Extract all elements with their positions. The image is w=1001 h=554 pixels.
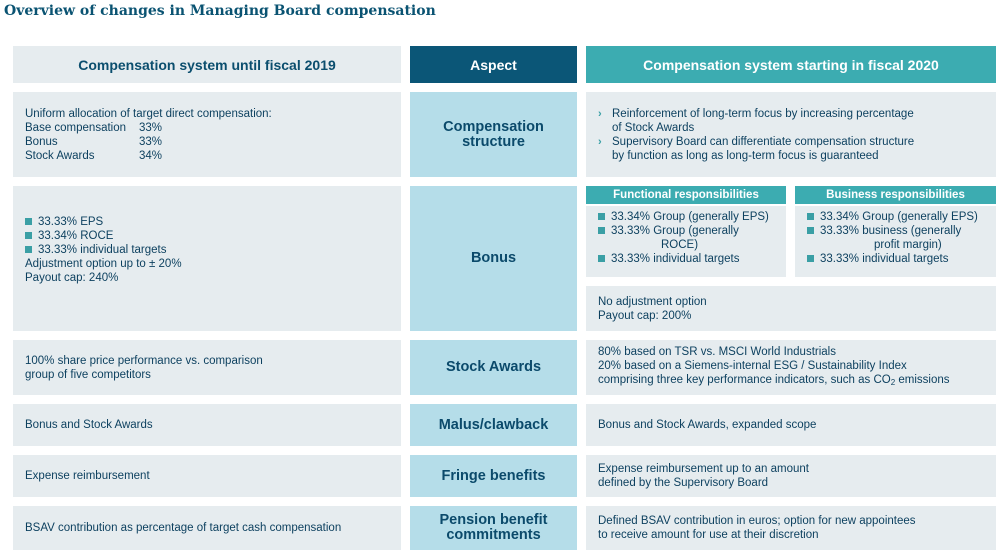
- bullet-text: 33.34% ROCE: [38, 229, 114, 242]
- stock-right-text: emissions: [895, 374, 950, 386]
- stock-right-line: 20% based on a Siemens-internal ESG / Sustainability Index: [598, 360, 907, 372]
- square-bullet-icon: [25, 218, 32, 225]
- aspect-bonus: [410, 186, 577, 331]
- square-bullet-icon: [598, 213, 605, 220]
- functional-bullet: [598, 252, 786, 266]
- structure-left-cell: [13, 92, 401, 177]
- pension-left-text: BSAV contribution as percentage of target cash compensation: [25, 522, 342, 534]
- header-right-label: Compensation system starting in fiscal 2020: [643, 56, 939, 73]
- business-cell: [795, 206, 996, 277]
- functional-header: [586, 186, 786, 204]
- bonus-bullet: [25, 215, 389, 229]
- structure-point: [598, 107, 984, 135]
- header-right: [586, 46, 996, 83]
- fringe-right-cell: [586, 455, 996, 497]
- structure-intro: Uniform allocation of target direct compensation:: [25, 107, 272, 120]
- business-header: [795, 186, 996, 204]
- chevron-right-icon: ›: [598, 107, 602, 120]
- aspect-label: Bonus: [470, 250, 517, 266]
- malus-right-text: Bonus and Stock Awards, expanded scope: [598, 419, 817, 431]
- bullet-text: 33.33% EPS: [38, 215, 104, 228]
- malus-right-cell: [586, 404, 996, 446]
- aspect-label-line: Pension benefit: [439, 512, 548, 528]
- bonus-left-cell: [13, 186, 401, 331]
- header-left: [13, 46, 401, 83]
- stock-left-cell: [13, 340, 401, 395]
- chevron-right-icon: ›: [598, 135, 602, 148]
- allocation-label: Stock Awards: [25, 149, 95, 162]
- structure-allocation-list: [25, 121, 389, 163]
- functional-bullet: [598, 224, 786, 252]
- aspect-compensation-structure: [410, 92, 577, 177]
- pension-right-cell: [586, 506, 996, 550]
- square-bullet-icon: [25, 246, 32, 253]
- functional-header-label: Functional responsibilities: [613, 189, 759, 201]
- pension-right-line: Defined BSAV contribution in euros; option for new appointees: [598, 515, 916, 527]
- bullet-text: 33.33% individual targets: [611, 253, 740, 265]
- bonus-adjustment: Adjustment option up to ± 20%: [25, 257, 182, 270]
- bonus-payout-cap: Payout cap: 240%: [25, 271, 119, 284]
- aspect-label: Malus/clawback: [438, 416, 549, 433]
- fringe-right-line: Expense reimbursement up to an amount: [598, 463, 809, 475]
- aspect-malus-clawback: [410, 404, 577, 446]
- subscript-text: 2: [890, 378, 896, 387]
- aspect-label-line: structure: [462, 133, 525, 150]
- business-bullet: [807, 252, 996, 266]
- bullet-text: 33.33% business (generally: [820, 225, 962, 237]
- header-left-label: Compensation system until fiscal 2019: [78, 56, 336, 73]
- structure-right-cell: [586, 92, 996, 177]
- stock-left-line: group of five competitors: [25, 368, 151, 381]
- allocation-value: 34%: [139, 149, 163, 162]
- bullet-text: 33.33% Group (generally: [611, 225, 739, 237]
- square-bullet-icon: [598, 255, 605, 262]
- aspect-label-line: Compensation: [443, 118, 544, 135]
- bullet-text: 33.33% individual targets: [38, 243, 167, 256]
- header-aspect: [410, 46, 577, 83]
- aspect-label-line: commitments: [446, 527, 541, 543]
- stock-right-line: 80% based on TSR vs. MSCI World Industrials: [598, 346, 836, 358]
- square-bullet-icon: [807, 213, 814, 220]
- business-header-label: Business responsibilities: [826, 189, 965, 201]
- page-title: Overview of changes in Managing Board compensation: [4, 3, 436, 19]
- bullet-text: profit margin): [874, 239, 942, 251]
- stock-left-line: 100% share price performance vs. comparison: [25, 354, 263, 367]
- point-line: by function as long as long-term focus is guaranteed: [612, 149, 879, 162]
- square-bullet-icon: [807, 255, 814, 262]
- no-adjustment-text: No adjustment option: [598, 295, 707, 308]
- square-bullet-icon: [25, 232, 32, 239]
- fringe-right-line: defined by the Supervisory Board: [598, 477, 769, 489]
- bullet-text: ROCE): [661, 239, 699, 251]
- square-bullet-icon: [807, 227, 814, 234]
- stock-right-text: comprising three key performance indicators, such as CO: [598, 374, 891, 386]
- header-aspect-label: Aspect: [470, 56, 517, 73]
- allocation-value: 33%: [139, 135, 163, 148]
- business-bullet: [807, 224, 996, 252]
- allocation-label: Base compensation: [25, 121, 127, 134]
- functional-bullet: [598, 210, 786, 224]
- point-line: Reinforcement of long-term focus by increasing percentage: [612, 107, 914, 120]
- aspect-label: Fringe benefits: [441, 467, 546, 484]
- bonus-right-bottom-cell: [586, 286, 996, 331]
- point-line: of Stock Awards: [612, 121, 695, 134]
- malus-left-text: Bonus and Stock Awards: [25, 419, 153, 431]
- bonus-bullet: [25, 229, 389, 243]
- aspect-stock-awards: [410, 340, 577, 395]
- payout-cap-text: Payout cap: 200%: [598, 309, 692, 322]
- bullet-text: 33.34% Group (generally EPS): [820, 211, 978, 223]
- business-bullet: [807, 210, 996, 224]
- allocation-label: Bonus: [25, 135, 58, 148]
- functional-cell: [586, 206, 786, 277]
- structure-point: [598, 135, 984, 163]
- square-bullet-icon: [598, 227, 605, 234]
- fringe-left-text: Expense reimbursement: [25, 470, 150, 482]
- stock-right-cell: [586, 340, 996, 395]
- point-line: Supervisory Board can differentiate compensation structure: [612, 135, 915, 148]
- pension-right-line: to receive amount for use at their discretion: [598, 529, 819, 541]
- malus-left-cell: [13, 404, 401, 446]
- stock-right-line: [598, 373, 984, 390]
- aspect-pension-benefit-commitments: [410, 506, 577, 550]
- bullet-text: 33.34% Group (generally EPS): [611, 211, 769, 223]
- bullet-text: 33.33% individual targets: [820, 253, 949, 265]
- aspect-fringe-benefits: [410, 455, 577, 497]
- bonus-bullet: [25, 243, 389, 257]
- fringe-left-cell: [13, 455, 401, 497]
- aspect-label: Stock Awards: [445, 359, 542, 375]
- allocation-value: 33%: [139, 121, 163, 134]
- pension-left-cell: [13, 506, 401, 550]
